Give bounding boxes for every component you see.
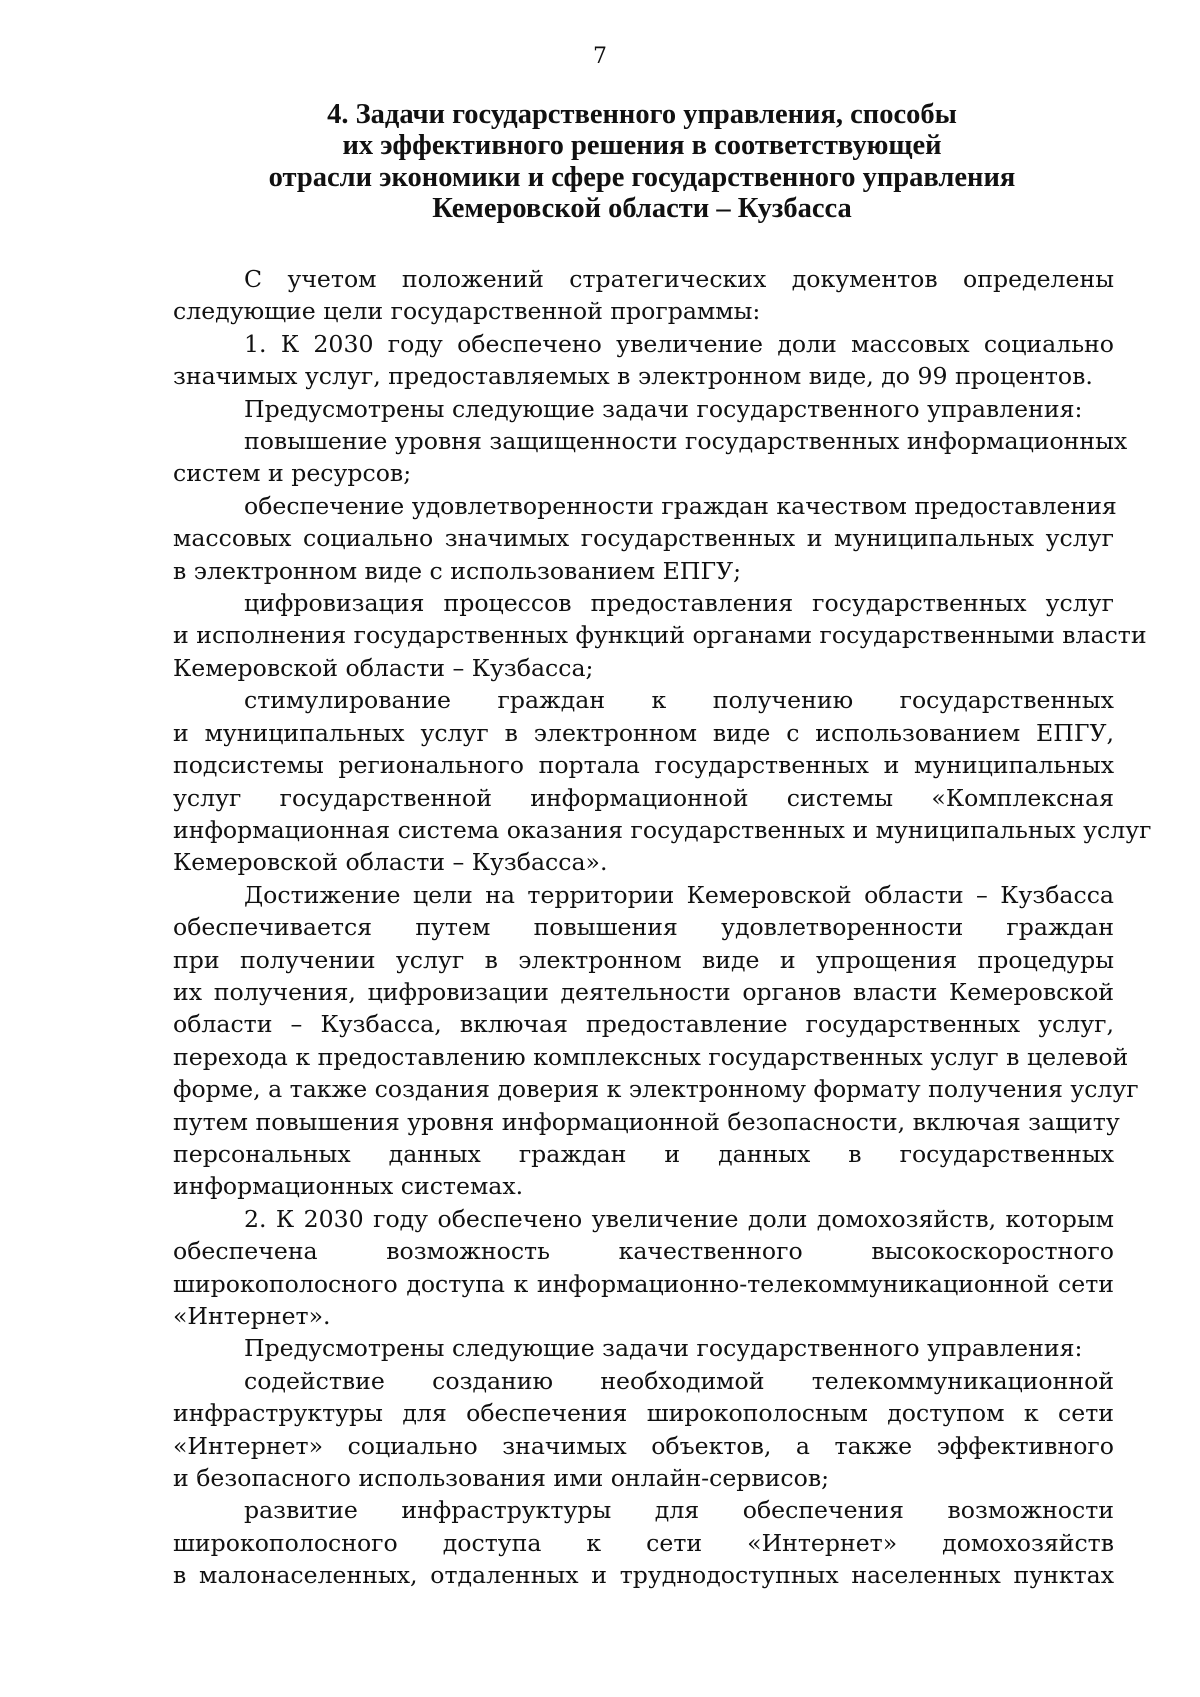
paragraph-line: обеспечивается путем повышения удовлетворенности граждан	[173, 913, 1114, 942]
paragraph-line: Предусмотрены следующие задачи государственного управления:	[244, 394, 1083, 423]
heading-line: их эффективного решения в соответствующей	[342, 130, 942, 162]
paragraph-line: путем повышения уровня информационной безопасности, включая защиту	[173, 1107, 1120, 1136]
paragraph-line: форме, а также создания доверия к электронному формату получения услуг	[173, 1075, 1139, 1104]
paragraph-line: информационная система оказания государственных и муниципальных услуг	[173, 815, 1152, 844]
paragraph	[173, 1203, 1114, 1333]
page-number: 7	[593, 44, 607, 69]
paragraph	[173, 1365, 1114, 1495]
paragraph-line: цифровизация процессов предоставления государственных услуг	[244, 589, 1114, 618]
paragraph-line: значимых услуг, предоставляемых в электронном виде, до 99 процентов.	[173, 362, 1093, 391]
paragraph-line: Кемеровской области – Кузбасса;	[173, 653, 594, 682]
paragraph-line: и исполнения государственных функций органами государственными власти	[173, 621, 1147, 650]
paragraph-line: Кемеровской области – Кузбасса».	[173, 848, 608, 877]
paragraph-line: широкополосного доступа к информационно-телекоммуникационной сети	[173, 1269, 1114, 1298]
body-text	[173, 263, 1152, 1592]
paragraph	[173, 425, 1128, 490]
paragraph-line: перехода к предоставлению комплексных государственных услуг в целевой	[173, 1042, 1129, 1071]
paragraph-line: информационных системах.	[173, 1172, 524, 1201]
paragraph-line: развитие инфраструктуры для обеспечения возможности	[244, 1496, 1114, 1525]
paragraph-line: персональных данных граждан и данных в государственных	[173, 1139, 1114, 1168]
paragraph-line: повышение уровня защищенности государственных информационных	[244, 427, 1128, 456]
paragraph-line: при получении услуг в электронном виде и упрощения процедуры	[173, 945, 1114, 974]
paragraph-line: подсистемы регионального портала государственных и муниципальных	[173, 751, 1114, 780]
paragraph-line: в малонаселенных, отдаленных и труднодоступных населенных пунктах	[173, 1561, 1114, 1590]
paragraph	[173, 587, 1147, 684]
paragraph-line: 2. К 2030 году обеспечено увеличение доли домохозяйств, которым	[244, 1204, 1114, 1233]
paragraph-line: 1. К 2030 году обеспечено увеличение доли массовых социально	[244, 329, 1114, 358]
paragraph-line: инфраструктуры для обеспечения широкополосным доступом к сети	[173, 1399, 1114, 1428]
paragraph-line: широкополосного доступа к сети «Интернет» домохозяйств	[173, 1528, 1114, 1557]
paragraph-line: стимулирование граждан к получению государственных	[244, 686, 1114, 715]
paragraph	[173, 490, 1117, 587]
paragraph-line: и безопасного использования ими онлайн-сервисов;	[173, 1464, 830, 1493]
paragraph-line: обеспечение удовлетворенности граждан качеством предоставления	[244, 491, 1117, 520]
paragraph-line: систем и ресурсов;	[173, 459, 412, 488]
paragraph-line: обеспечена возможность качественного высокоскоростного	[173, 1237, 1114, 1266]
paragraph	[173, 1332, 1114, 1364]
heading-line: Кемеровской области – Кузбасса	[432, 192, 852, 224]
paragraph	[173, 1494, 1114, 1591]
paragraph-line: области – Кузбасса, включая предоставление государственных услуг,	[173, 1010, 1114, 1039]
section-heading	[170, 99, 1114, 224]
paragraph-line: Достижение цели на территории Кемеровской области – Кузбасса	[244, 880, 1114, 909]
heading-line: отрасли экономики и сфере государственного управления	[268, 161, 1016, 193]
paragraph-line: в электронном виде с использованием ЕПГУ;	[173, 556, 742, 585]
paragraph-line: услуг государственной информационной системы «Комплексная	[173, 783, 1114, 812]
paragraph-line: Предусмотрены следующие задачи государственного управления:	[244, 1334, 1083, 1363]
paragraph-line: «Интернет».	[173, 1302, 331, 1330]
paragraph	[173, 393, 1114, 425]
paragraph-line: С учетом положений стратегических документов определены	[244, 265, 1114, 293]
paragraph-line: содействие созданию необходимой телекоммуникационной	[244, 1366, 1114, 1395]
paragraph-line: массовых социально значимых государственных и муниципальных услуг	[173, 524, 1114, 553]
paragraph-line: их получения, цифровизации деятельности органов власти Кемеровской	[173, 977, 1114, 1006]
paragraph-line: «Интернет» социально значимых объектов, а также эффективного	[173, 1431, 1114, 1460]
paragraph	[173, 263, 1114, 328]
paragraph-line: следующие цели государственной программы:	[173, 297, 761, 326]
paragraph-line: и муниципальных услуг в электронном виде с использованием ЕПГУ,	[173, 718, 1114, 747]
heading-line: 4. Задачи государственного управления, способы	[327, 99, 957, 130]
paragraph	[173, 879, 1139, 1203]
paragraph	[173, 328, 1114, 393]
paragraph	[173, 684, 1152, 878]
